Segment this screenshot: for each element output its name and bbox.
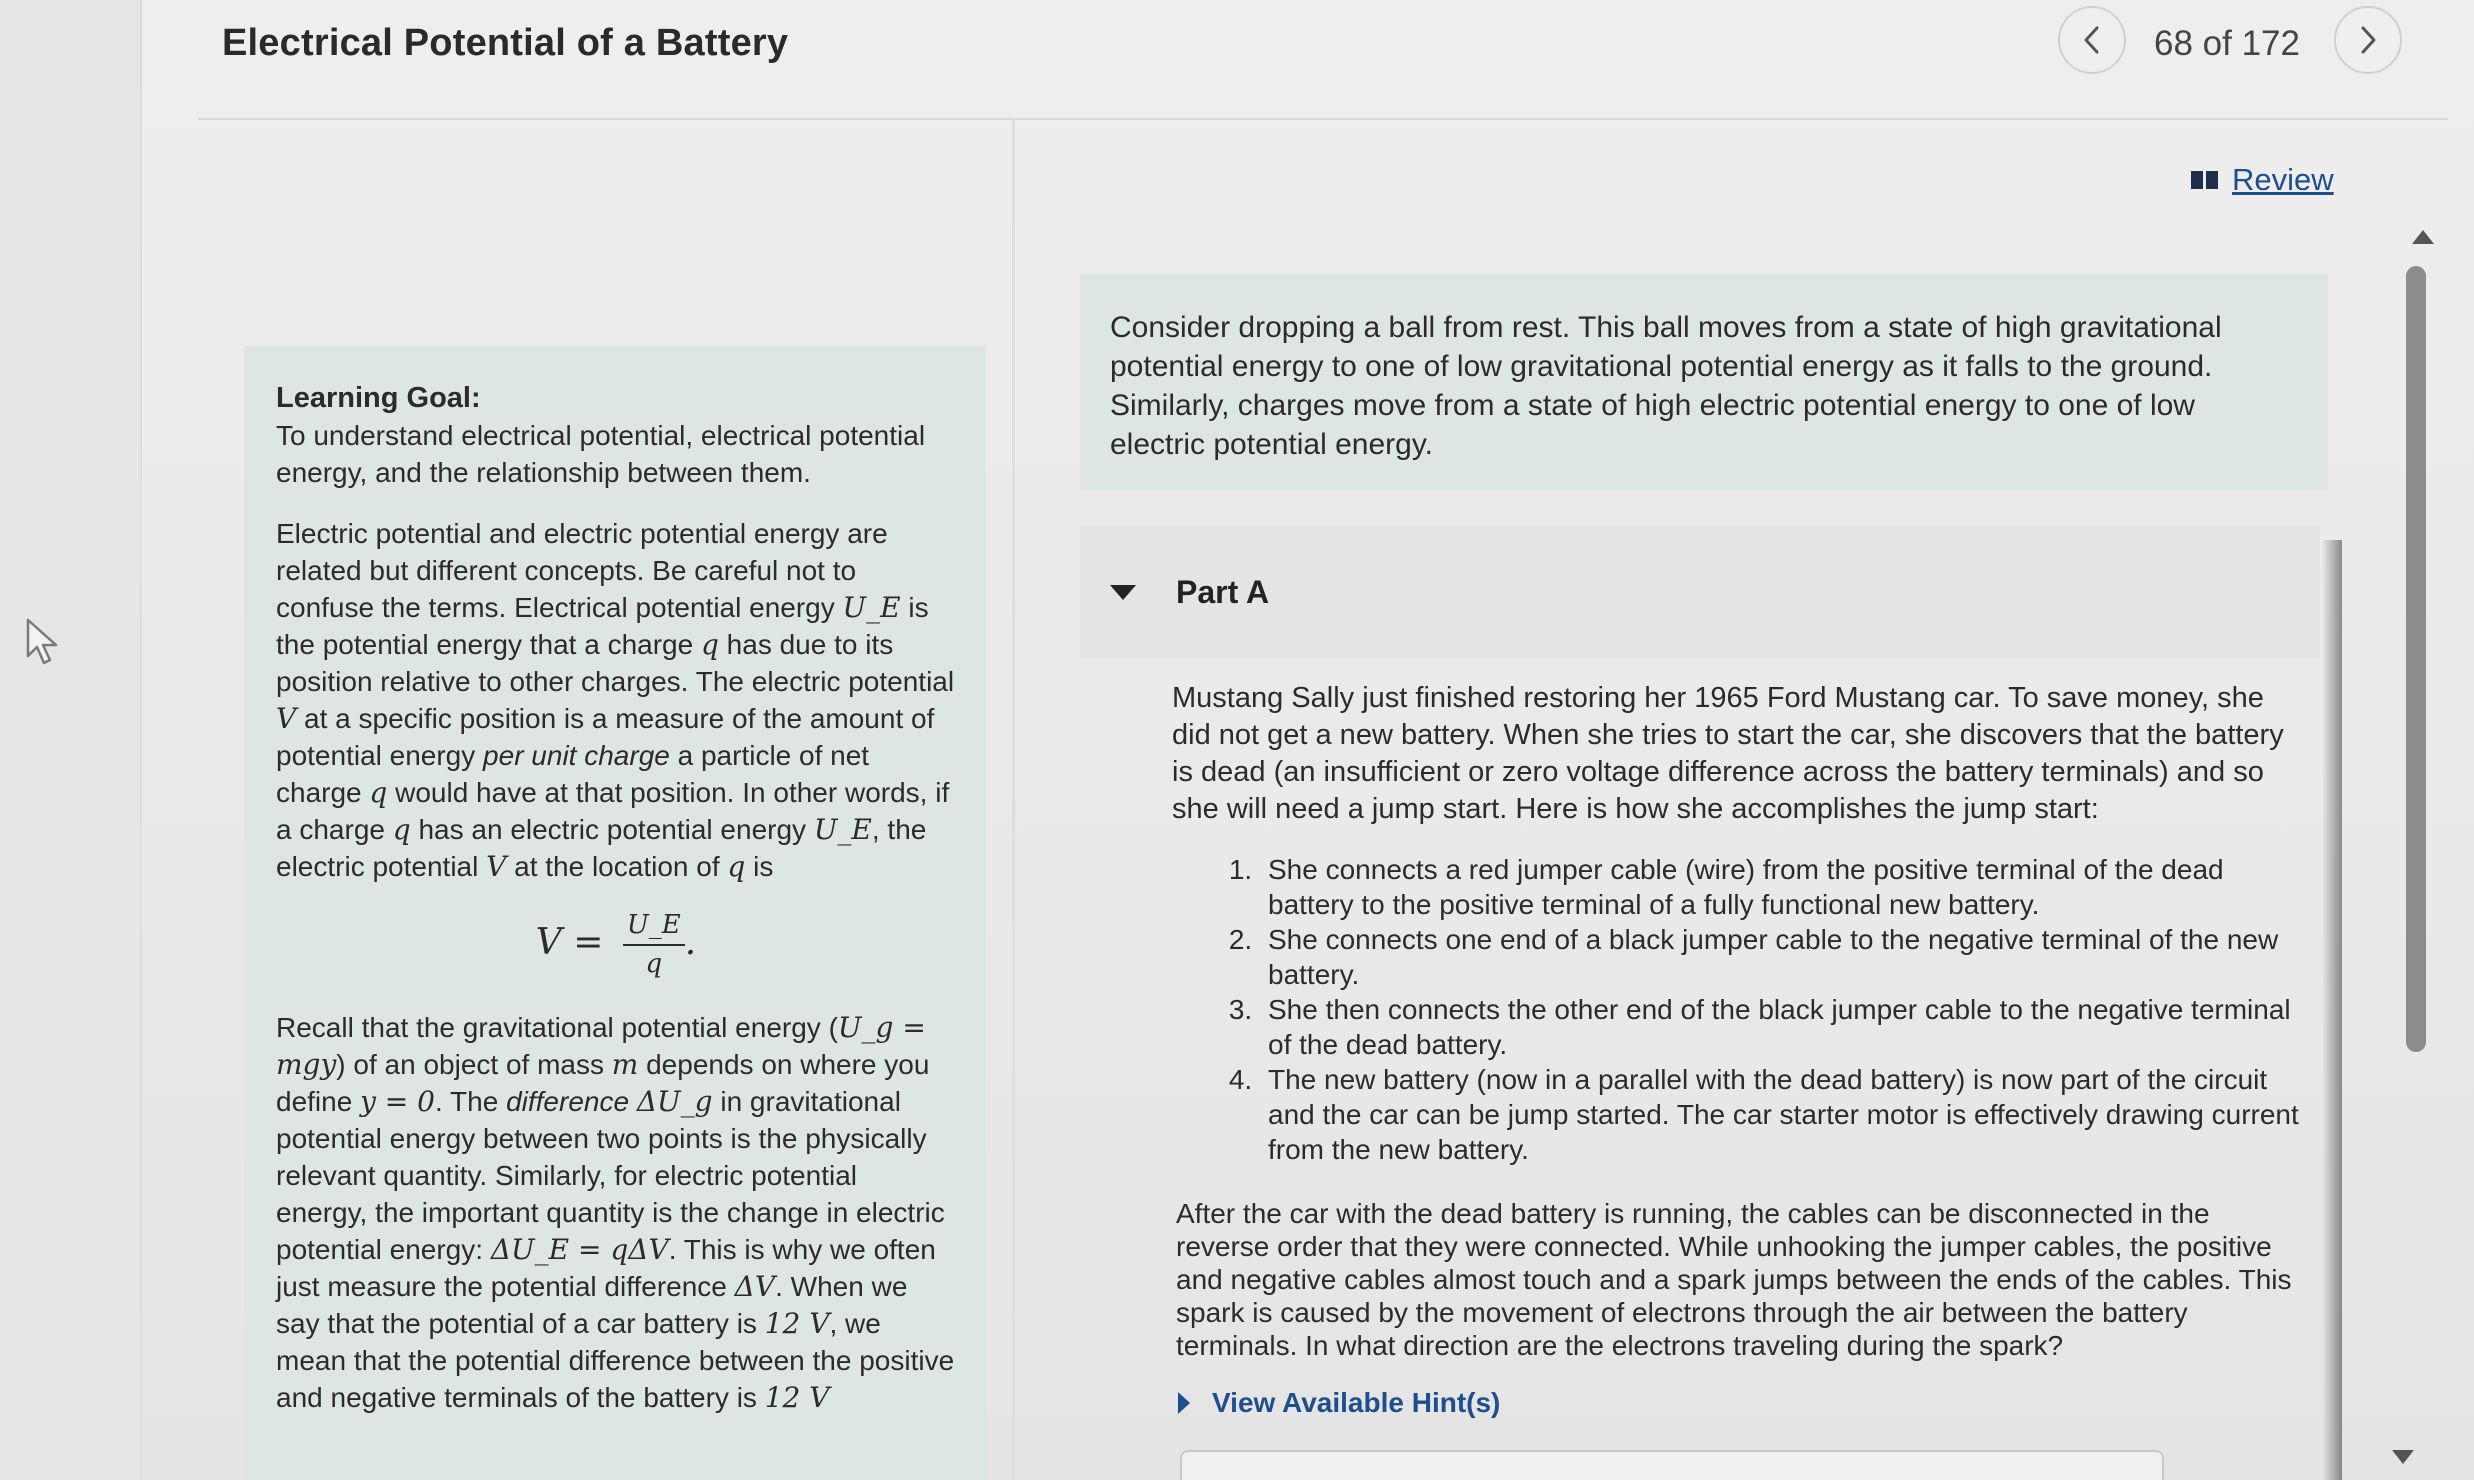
learning-goal-panel: [244, 346, 986, 1480]
learning-goal-text: To understand electrical potential, electrical potential energy, and the relationship between them.: [276, 420, 926, 488]
formula-lhs: V =: [535, 922, 604, 963]
formula-fraction: [623, 907, 685, 983]
page-counter: 68 of 172: [2154, 24, 2300, 63]
intro-panel: Consider dropping a ball from rest. This ball moves from a state of high gravitational potential energy to one of low gravitational potential energy as it falls to the ground. Similarly, charges move from a state of high electric potential energy to one of low electric potential energy.: [1080, 274, 2328, 490]
scroll-up-arrow-icon[interactable]: [2412, 230, 2434, 244]
caret-down-icon[interactable]: [1110, 585, 1136, 600]
book-icon: [2190, 169, 2220, 191]
answer-options-box[interactable]: [1180, 1450, 2164, 1480]
header: [198, 0, 2448, 120]
math-UE: U_E: [842, 591, 901, 624]
list-item: 3. She then connects the other end of the black jumper cable to the negative terminal of the dead battery.: [1260, 992, 2302, 1062]
previous-button[interactable]: [2058, 6, 2126, 74]
scroll-down-arrow-icon[interactable]: [2392, 1450, 2414, 1464]
learning-goal-paragraph-1: Electric potential and electric potential energy are related but different concepts. Be careful not to confuse the terms. Electrical potential energy U_E is the potential energy that a charge q has due to its position relative to other charges. The electric potential V at a specific position is a measure of the amount of potential energy per unit charge a particle of net charge q would have at that position. In other words, if a charge q has an electric potential energy U_E, the electric potential V at the location of q is: [276, 518, 955, 883]
learning-goal-paragraph-2: Recall that the gravitational potential energy (U_g = mgy) of an object of mass m depends on where you define y = 0. The difference ΔU_g in gravitational potential energy between two points is the physically relevant quantity. Similarly, for electric potential energy, the important quantity is the change in electric potential energy: ΔU_E = qΔV. This is why we often just measure the potential difference ΔV. When we say that the potential of a car battery is 12 V, we mean that the potential difference between the positive and negative terminals of the battery is 12 V: [276, 1011, 955, 1414]
part-a-title: Part A: [1176, 573, 1270, 610]
part-a-header[interactable]: [1080, 526, 2320, 658]
formula-numerator: U_E: [623, 907, 685, 946]
list-item: 2. She connects one end of a black jumper cable to the negative terminal of the new battery.: [1260, 922, 2302, 992]
panel-edge-shadow: [2322, 540, 2342, 1480]
view-hints-link[interactable]: [1178, 1384, 2302, 1421]
left-gutter: [0, 0, 142, 1480]
next-button[interactable]: [2334, 6, 2402, 74]
potential-formula: V = $\frac{U\_E}{q}$ .: [276, 907, 956, 983]
column-divider: [1012, 118, 1015, 1480]
problem-statement: Mustang Sally just finished restoring her 1965 Ford Mustang car. To save money, she did not get a new battery. When she tries to start the car, she discovers that the battery is dead (an insufficient or zero voltage difference across the battery terminals) and so she will need a jump start. Here is how she accomplishes the jump start:: [1172, 682, 2284, 825]
formula-denominator: q: [645, 949, 663, 979]
chevron-left-icon: [2080, 25, 2104, 55]
chevron-right-icon: [2356, 25, 2380, 55]
list-item: 1. She connects a red jumper cable (wire) from the positive terminal of the dead battery to the positive terminal of a fully functional new battery.: [1260, 852, 2302, 922]
math-V: V: [276, 702, 297, 735]
part-a-content: [1172, 680, 2302, 1421]
learning-goal-heading: Learning Goal:: [276, 382, 481, 414]
scrollbar-thumb[interactable]: [2406, 266, 2426, 1052]
question-text: After the car with the dead battery is running, the cables can be disconnected in the reverse order that they were connected. While unhooking the jumper cables, the positive and negative cables almost touch and a spark jumps between the ends of the cables. This spark is caused by the movement of electrons through the air between the battery terminals. In what direction are the electrons traveling during the spark?: [1176, 1198, 2292, 1361]
math-q: q: [700, 628, 719, 661]
hint-label[interactable]: View Available Hint(s): [1212, 1387, 1501, 1418]
page-title: Electrical Potential of a Battery: [222, 22, 789, 64]
review-link[interactable]: [2190, 162, 2334, 198]
mouse-pointer-icon: [24, 618, 64, 668]
steps-list: [1172, 852, 2302, 1167]
caret-right-icon: [1178, 1392, 1190, 1414]
list-item: 4. The new battery (now in a parallel with the dead battery) is now part of the circuit and the car can be jump started. The car starter motor is effectively drawing current from the new battery.: [1260, 1062, 2302, 1167]
review-label[interactable]: Review: [2232, 162, 2334, 197]
